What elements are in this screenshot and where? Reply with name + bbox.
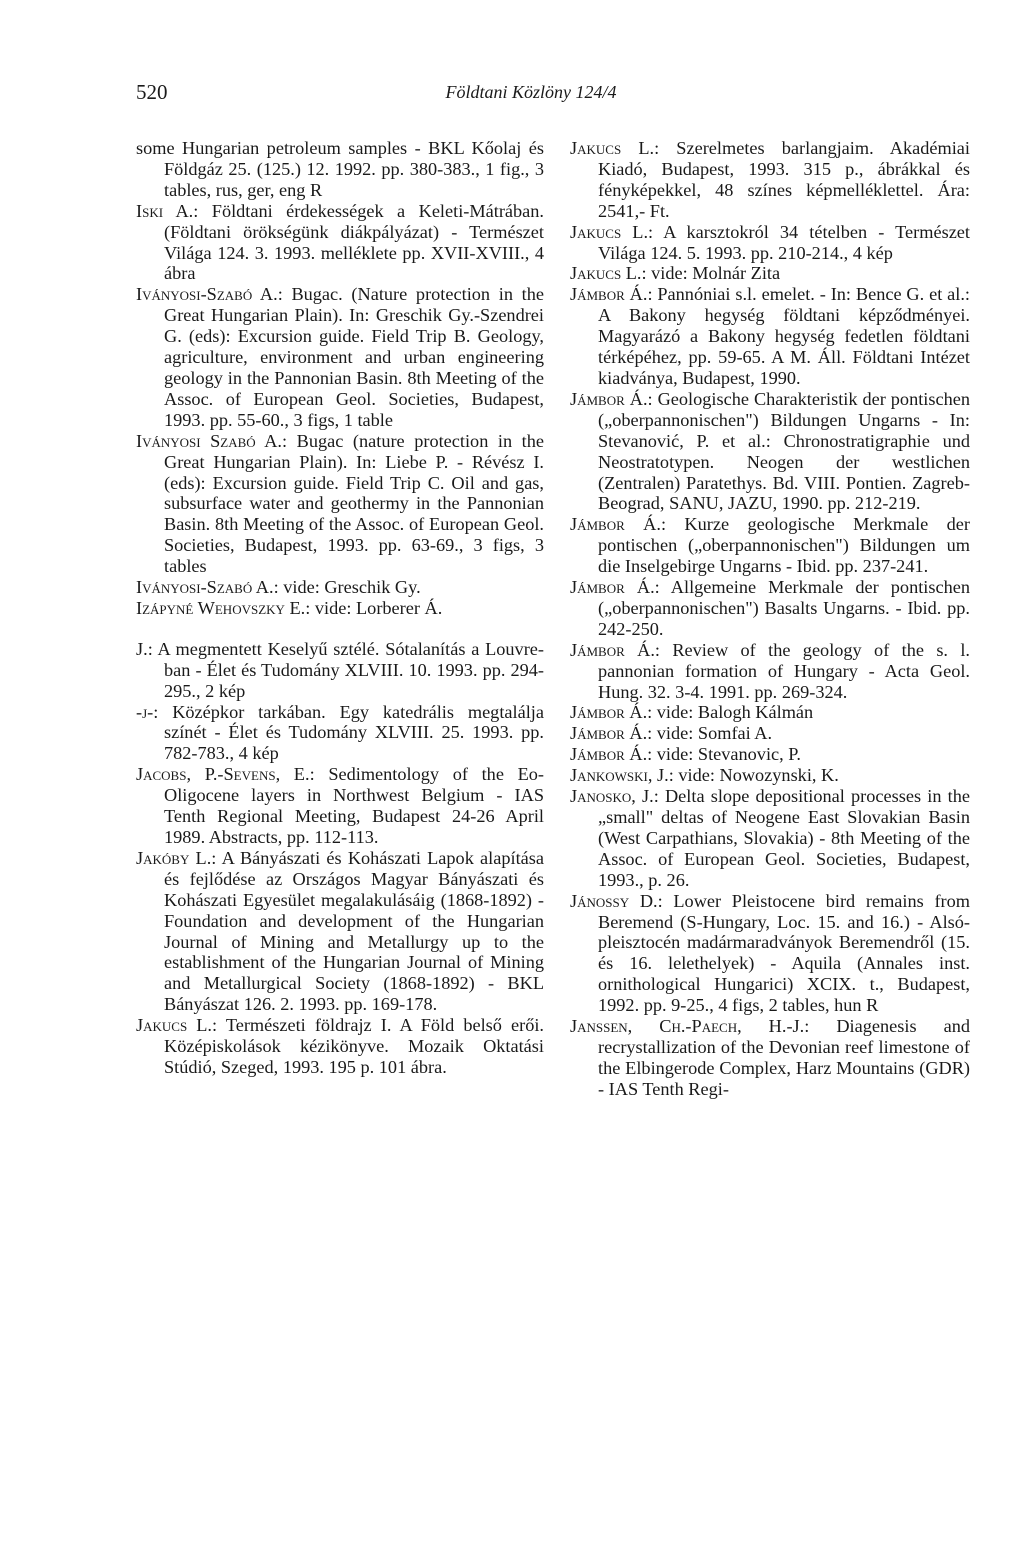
entry-text: : vide: Stevanovic, P. bbox=[647, 744, 801, 765]
entry-author: Jakucs L. bbox=[570, 138, 655, 158]
entry-author: Janssen, Ch.-Paech, H.-J. bbox=[570, 1016, 805, 1037]
page-number: 520 bbox=[136, 80, 168, 104]
entry-text: : Sedimentology of the Eo-Oligocene layers in Northwest Belgium - IAS Tenth Regional Meeting, Budapest 24-26 April 1989. Abstracts, pp. 112-113. bbox=[164, 764, 545, 847]
bibliography-entry bbox=[570, 786, 970, 891]
entry-author: Jakucs L. bbox=[570, 263, 642, 284]
bibliography-entry bbox=[136, 764, 544, 848]
entry-text: : Delta slope depositional processes in the „small" deltas of Neogene East Slovakian Basin (West Carpathians, Slovakia) - 8th Meeting of the Assoc. of European Geol. Societies, Budapest, 1993., p. 26. bbox=[598, 786, 970, 890]
bibliography-entry bbox=[570, 389, 970, 514]
entry-author: Iványosi-Szabó A. bbox=[136, 577, 274, 598]
bibliography-entry bbox=[136, 1015, 544, 1078]
entry-text: : Pannóniai s.l. emelet. - In: Bence G. et al.: A Bakony hegység földtani képződményei. Magyarázó a Bakony hegység fedetlen földtani térképéhez, pp. 59-65. A M. Áll. Földtani Intézet kiadványa, Budapest, 1990. bbox=[598, 284, 970, 388]
bibliography-entry bbox=[570, 702, 970, 723]
left-column bbox=[136, 138, 544, 1078]
entry-author: Jámbor Á. bbox=[570, 639, 655, 660]
bibliography-entry bbox=[136, 598, 544, 619]
entry-text: : A Bányászati és Kohászati Lapok alapítása és fejlődése az Országos Magyar Bányászati és Kohászati Egyesület megalakulásáig (1868-1892) - Foundation and development of the Hungarian Journal of Mining and Metallurgy up to the establishment of the Hungarian Journal of Mining and Metallurgical Society (1868-1892) - BKL Bányászat 126. 2. 1993. pp. 169-178. bbox=[164, 847, 544, 1015]
bibliography-entry bbox=[570, 640, 970, 703]
bibliography-entry bbox=[136, 702, 544, 765]
entry-text: : Természeti földrajz I. A Föld belső erői. Középiskolások kézikönyve. Mozaik Oktatási Stúdió, Szeged, 1993. 195 p. 101 ábra. bbox=[164, 1015, 544, 1077]
entry-text: : Geologische Charakteristik der pontischen („oberpannonischen") Bildungen Ungarns - In: Stevanović, P. et al.: Chronostratigraphie und Neostratotypen. Neogen der westlichen (Zentralen) Paratethys. Bd. VIII. Pontien. Zagreb-Beograd, SANU, JAZU, 1990. pp. 212-219. bbox=[598, 388, 970, 514]
entry-author: Jámbor Á. bbox=[570, 284, 648, 305]
entry-text: : Lower Pleistocene bird remains from Beremend (S-Hungary, Loc. 15. and 16.) - Alsó-pleisztocén madármaradványok Beremendről (15. és 16. lelethelyek) - Aquila (Annales inst. ornithological Hungarici) XCIX. t., Budapest, 1992. pp. 9-25., 4 figs, 2 tables, hun R bbox=[598, 890, 970, 1016]
entry-author: Jakucs L. bbox=[136, 1015, 212, 1036]
entry-text: : Középkor tarkában. Egy katedrális megtalálja színét - Élet és Tudomány XLVIII. 25. 1993. pp. 782-783., 4 kép bbox=[153, 701, 544, 764]
entry-author: Iski A. bbox=[136, 200, 194, 221]
bibliography-entry bbox=[136, 577, 544, 598]
bibliography-entry bbox=[570, 222, 970, 264]
bibliography-entry bbox=[570, 514, 970, 577]
entry-text: : Bugac (nature protection in the Great Hungarian Plain). In: Liebe P. - Révész I. (eds): Excursion guide. Field Trip C. Oil and gas, subsurface water and geothermy in the Pannonian Basin. 8th Meeting of the Assoc. of European Geol. Societies, Budapest, 1993. pp. 63-69., 3 figs, 3 tables bbox=[164, 430, 544, 577]
entry-text: : vide: Nowozynski, K. bbox=[668, 765, 839, 786]
entry-text: : Szerelmetes barlangjaim. Akadémiai Kiadó, Budapest, 1993. 315 p., ábrákkal és fényképekkel, 48 színes képmelléklettel. Ára: 2541,- Ft. bbox=[598, 138, 970, 221]
entry-author: Iványosi-Szabó A. bbox=[136, 284, 278, 305]
entry-author: Jánossy D. bbox=[570, 890, 658, 911]
bibliography-entry bbox=[570, 138, 970, 222]
entry-author: Jankowski, J. bbox=[570, 765, 669, 786]
entry-text: : A megmentett Keselyű sztélé. Sótalanítás a Louvre-ban - Élet és Tudomány XLVIII. 10. 1993. pp. 294-295., 2 kép bbox=[147, 638, 544, 701]
entry-text: : Kurze geologische Merkmale der pontischen („oberpannonischen") Bildungen um die Inselgebirge Ungarns - Ibid. pp. 237-241. bbox=[598, 514, 970, 577]
entry-author: -j- bbox=[136, 701, 154, 722]
bibliography-entry bbox=[136, 431, 544, 577]
entry-author: Jakóby L. bbox=[136, 847, 212, 868]
bibliography-entry bbox=[136, 284, 544, 430]
page-header bbox=[136, 80, 926, 110]
bibliography-entry bbox=[570, 744, 970, 765]
entry-author: Jámbor Á. bbox=[570, 514, 661, 535]
entry-author: Jámbor Á. bbox=[570, 702, 648, 723]
bibliography-entry bbox=[136, 138, 544, 201]
entry-text: : Review of the geology of the s. l. pannonian formation of Hungary - Acta Geol. Hung. 32. 3-4. 1991. pp. 269-324. bbox=[598, 639, 970, 702]
bibliography-entry bbox=[570, 891, 970, 1016]
entry-author: Jámbor Á. bbox=[570, 723, 648, 744]
entry-text: : vide: Lorberer Á. bbox=[305, 597, 443, 618]
entry-author: Jámbor Á. bbox=[570, 744, 648, 765]
entry-text: : Bugac. (Nature protection in the Great Hungarian Plain). In: Greschik Gy.-Szendrei G. (eds): Excursion guide. Field Trip B. Geology, agriculture, environment and urban engineering geology in the Pannonian Basin. 8th Meeting of the Assoc. of European Geol. Societies, Budapest, 1993. pp. 55-60., 3 figs, 1 table bbox=[164, 284, 544, 430]
entry-text: : vide: Somfai A. bbox=[647, 723, 773, 744]
entry-text: : Földtani érdekességek a Keleti-Mátrában. (Földtani örökségünk diákpályázat) - Természet Világa 124. 3. 1993. melléklete pp. XVII-XVIII., 4 ábra bbox=[164, 200, 544, 284]
entry-text: some Hungarian petroleum samples - BKL Kőolaj és Földgáz 25. (125.) 12. 1992. pp. 380-383., 1 fig., 3 tables, rus, ger, eng R bbox=[136, 138, 544, 200]
journal-title: Földtani Közlöny 124/4 bbox=[445, 82, 617, 102]
entry-text: : Allgemeine Merkmale der pontischen („oberpannonischen") Basalts Ungarns. - Ibid. pp. 242-250. bbox=[598, 577, 970, 639]
entry-text: : vide: Balogh Kálmán bbox=[647, 702, 814, 723]
entry-text: : vide: Molnár Zita bbox=[641, 263, 781, 284]
bibliography-entry bbox=[570, 577, 970, 640]
entry-text: : A karsztokról 34 tételben - Természet Világa 124. 5. 1993. pp. 210-214., 4 kép bbox=[598, 221, 970, 263]
bibliography-entry bbox=[570, 765, 970, 786]
bibliography-entry bbox=[136, 639, 544, 702]
entry-text: : Diagenesis and recrystallization of the Devonian reef limestone of the Elbingerode Complex, Harz Mountains (GDR) - IAS Tenth Regi- bbox=[598, 1016, 970, 1099]
entry-author: Izápyné Wehovszky E. bbox=[136, 597, 306, 618]
entry-author: Jámbor Á. bbox=[570, 577, 655, 598]
bibliography-entry bbox=[136, 201, 544, 285]
entry-text: : vide: Greschik Gy. bbox=[273, 577, 421, 598]
bibliography-entry bbox=[136, 848, 544, 1015]
entry-author: Janosko, J. bbox=[570, 786, 654, 807]
bibliography-entry bbox=[570, 263, 970, 284]
entry-author: Jámbor Á. bbox=[570, 388, 648, 409]
right-column bbox=[570, 138, 970, 1100]
entry-author: J. bbox=[136, 638, 148, 659]
entry-author: Iványosi Szabó A. bbox=[136, 430, 283, 451]
entry-author: Jacobs, P.-Sevens, E. bbox=[136, 764, 310, 785]
bibliography-entry bbox=[570, 1016, 970, 1100]
bibliography-entry bbox=[570, 723, 970, 744]
bibliography-entry bbox=[570, 284, 970, 389]
entry-author: Jakucs L. bbox=[570, 221, 649, 242]
